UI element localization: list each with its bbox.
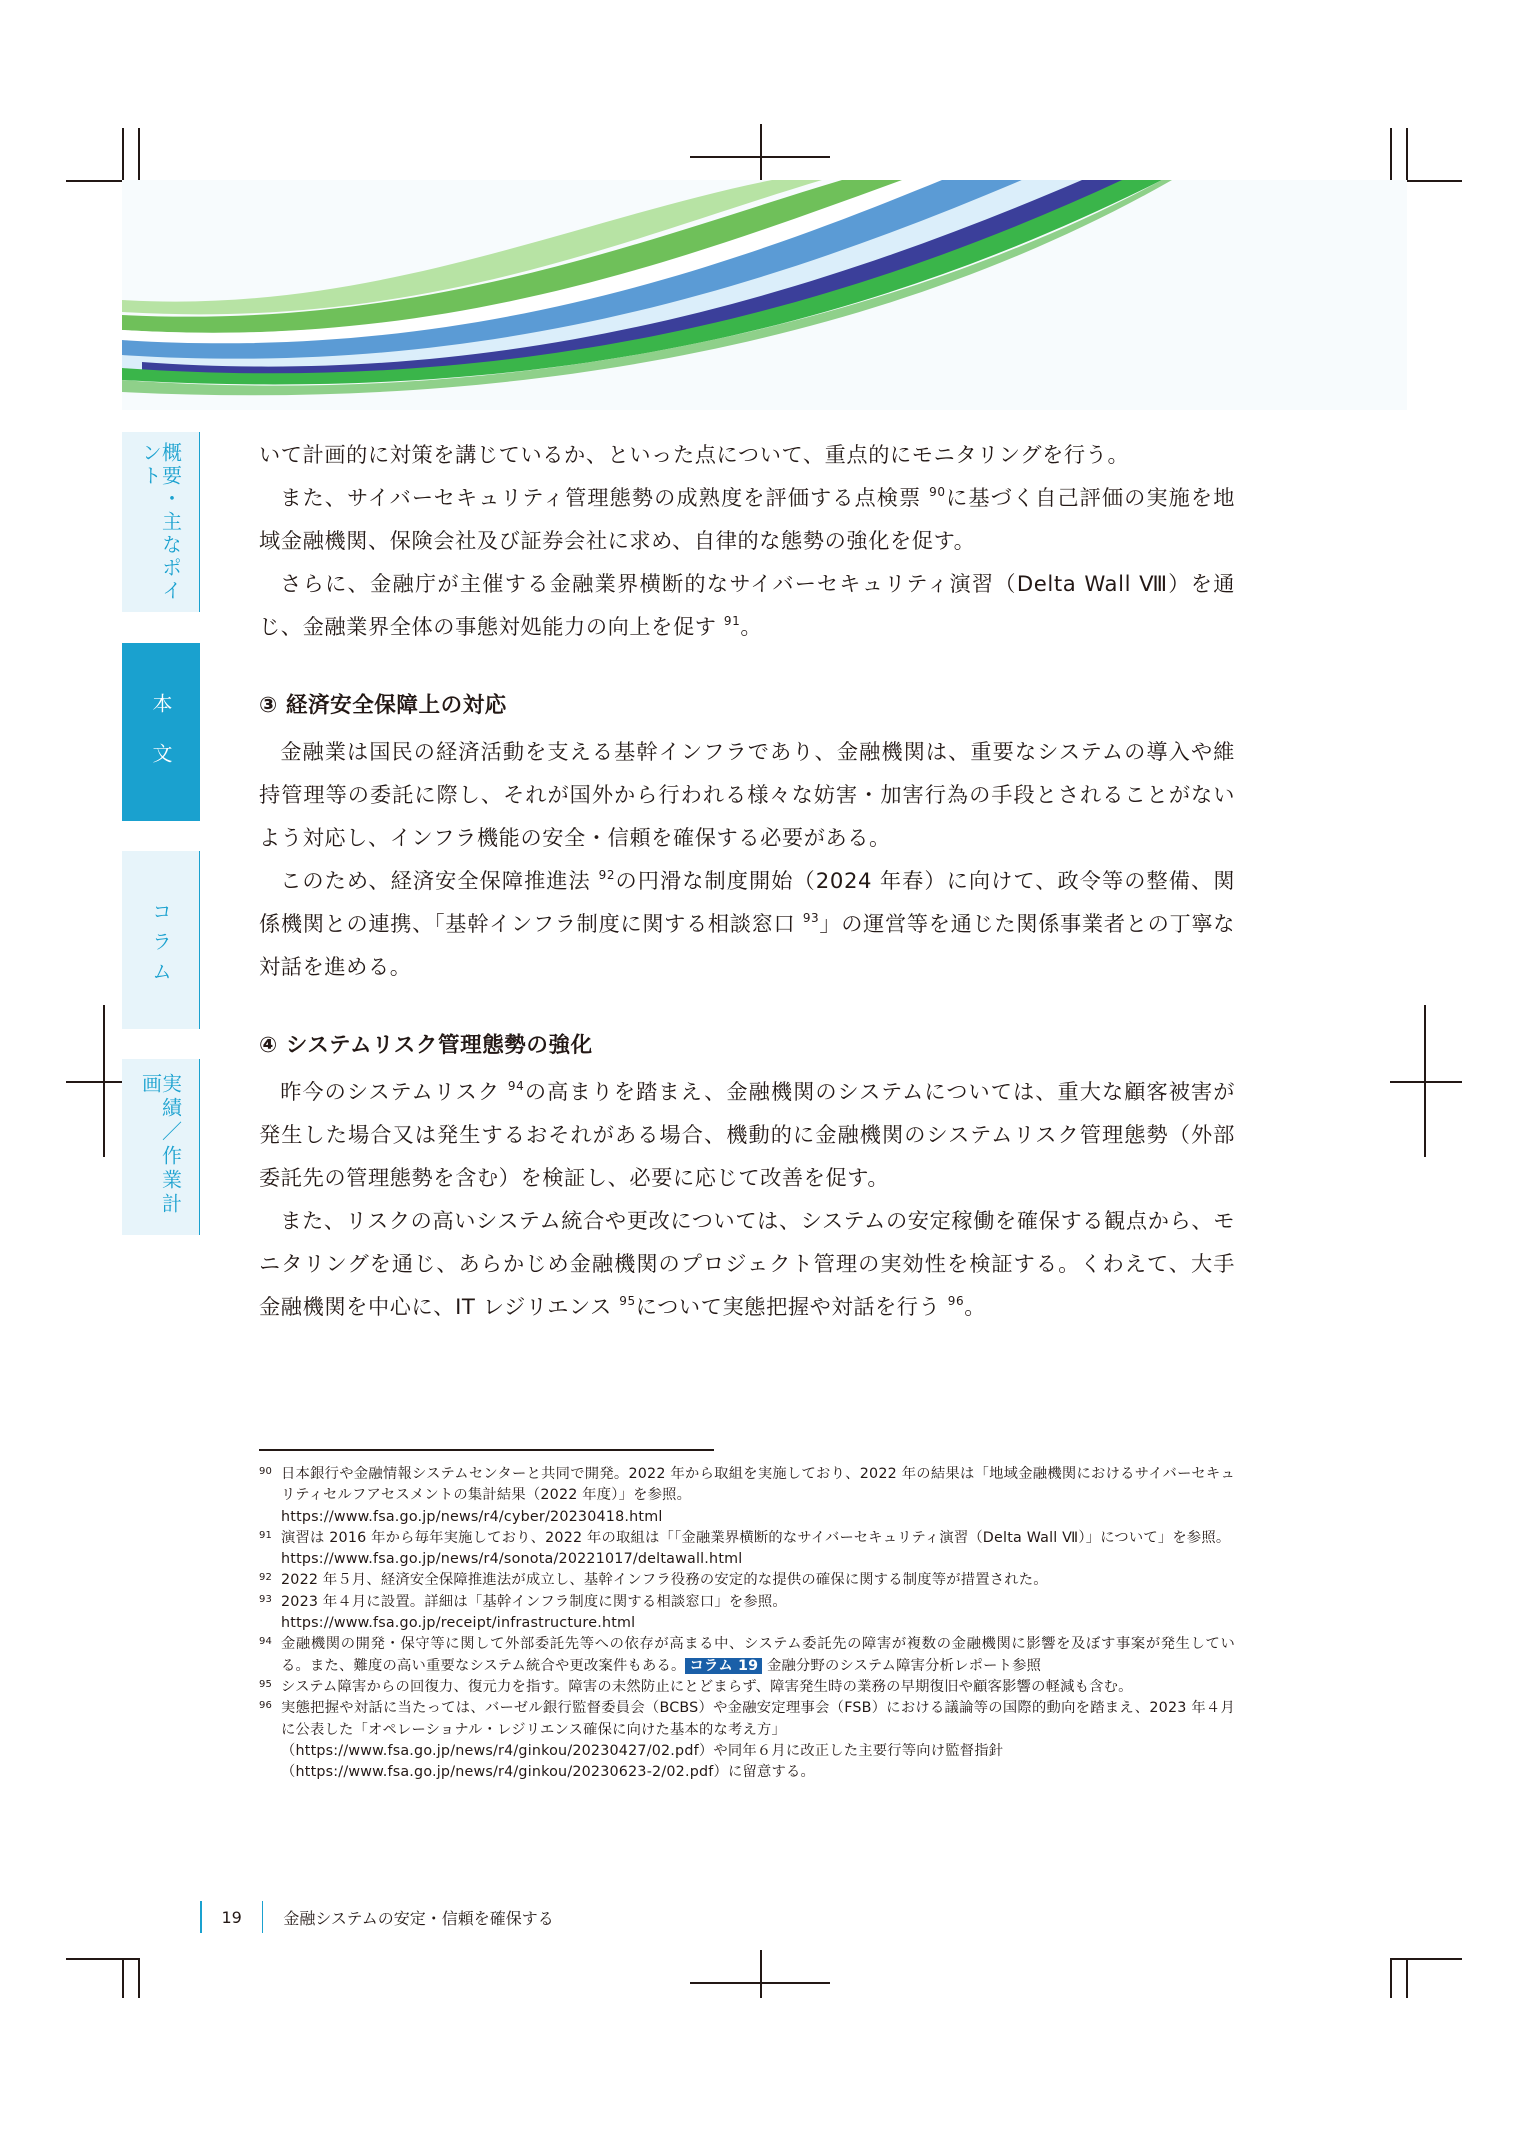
page-number: 19 [221,1907,242,1927]
footnote-number: 95 [259,1678,273,1690]
footnote-number: 93 [259,1593,273,1605]
paragraph: さらに、金融庁が主催する金融業界横断的なサイバーセキュリティ演習（Delta Wall Ⅷ）を通じ、金融業界全体の事態対処能力の向上を促す $^{91}$。 [259,571,1235,639]
column-badge[interactable]: コラム 19 [685,1658,762,1674]
footnote-90: 90 日本銀行や金融情報システムセンターと共同で開発。2022 年から取組を実施しており、2022 年の結果は「地域金融機関におけるサイバーセキュリティセルフアセスメントの集計結果（2022 年度）」を参照。 https://www.fsa.go.jp/news/r4/cyber/20230418.html [259,1464,1235,1528]
footnote-divider [259,1449,714,1451]
footnote-link[interactable]: （https://www.fsa.go.jp/news/r4/ginkou/20230623-2/02.pdf）に留意する。 [281,1764,815,1781]
paragraph: 金融業は国民の経済活動を支える基幹インフラであり、金融機関は、重要なシステムの導入や維持管理等の委託に際し、それが国外から行われる様々な妨害・加害行為の手段とされることがないよう対応し、インフラ機能の安全・信頼を確保する必要がある。 [259,739,1235,850]
side-tab-column-label: コラム [148,901,173,991]
footnote-link[interactable]: https://www.fsa.go.jp/news/r4/sonota/20221017/deltawall.html [281,1551,743,1568]
paragraph: このため、経済安全保障推進法 $^{92}$の円滑な制度開始（2024 年春）に向けて、政令等の整備、関係機関との連携、「基幹インフラ制度に関する相談窓口 $^{93}$」の運営等を通じた関係事業者との丁寧な対話を進める。 [259,868,1235,979]
paragraph: 昨今のシステムリスク $^{94}$の高まりを踏まえ、金融機関のシステムについては、重大な顧客被害が発生した場合又は発生するおそれがある場合、機動的に金融機関のシステムリスク管理態勢（外部委託先の管理態勢を含む）を検証し、必要に応じて改善を促す。 [259,1079,1235,1190]
footnote-number: 96 [259,1700,273,1712]
footnote-number: 94 [259,1636,273,1648]
footnote-91: 91 演習は 2016 年から毎年実施しており、2022 年の取組は「「金融業界横断的なサイバーセキュリティ演習（Delta Wall Ⅶ）」について」を参照。 https://www.fsa.go.jp/news/r4/sonota/20221017/deltawall.html [259,1528,1235,1571]
footnote-ref[interactable]: 92 [598,868,616,882]
paragraph: また、サイバーセキュリティ管理態勢の成熟度を評価する点検票 $^{90}$に基づく自己評価の実施を地域金融機関、保険会社及び証券会社に求め、自律的な態勢の強化を促す。 [259,485,1235,553]
section-heading: ③ 経済安全保障上の対応 [259,693,507,718]
main-text [259,433,1235,1328]
side-tab-results-plan-label: 実績／作業計画 [138,1073,183,1217]
paragraph: また、リスクの高いシステム統合や更改については、システムの安定稼働を確保する観点から、モニタリングを通じ、あらかじめ金融機関のプロジェクト管理の実効性を検証する。くわえて、大手金融機関を中心に、IT レジリエンス $^{95}$について実態把握や対話を行う $^{96}$。 [259,1208,1235,1319]
footnote-92: 92 2022 年５月、経済安全保障推進法が成立し、基幹インフラ役務の安定的な提供の確保に関する制度等が措置された。 [259,1570,1235,1591]
side-tab-main-text[interactable] [122,643,200,821]
footnote-number: 91 [259,1529,273,1541]
footnote-93: 93 2023 年４月に設置。詳細は「基幹インフラ制度に関する相談窓口」を参照。 https://www.fsa.go.jp/receipt/infrastructure.html [259,1592,1235,1635]
footnote-number: 92 [259,1572,273,1584]
side-tab-results-plan[interactable] [122,1059,200,1235]
footnote-94: 94 金融機関の開発・保守等に関して外部委託先等への依存が高まる中、システム委託先の障害が複数の金融機関に影響を及ぼす事案が発生している。また、難度の高い重要なシステム統合や更改案件もある。 コラム 19 金融分野のシステム障害分析レポート参照 [259,1634,1235,1677]
footnote-ref[interactable]: 91 [723,614,741,628]
footnote-ref[interactable]: 93 [802,911,820,925]
side-tab-overview[interactable] [122,432,200,612]
footnote-link[interactable]: https://www.fsa.go.jp/news/r4/cyber/20230418.html [281,1508,663,1525]
footnote-ref[interactable]: 96 [947,1294,965,1308]
side-tab-overview-label: 概要・主なポイント [138,442,183,603]
paragraph: いて計画的に対策を講じているか、といった点について、重点的にモニタリングを行う。 [259,442,1130,467]
footnote-link[interactable]: （https://www.fsa.go.jp/news/r4/ginkou/20230427/02.pdf）や同年６月に改正した主要行等向け監督指針 [281,1742,1004,1759]
side-tab-column[interactable] [122,851,200,1029]
header-wave-banner [122,180,1407,410]
footnote-ref[interactable]: 94 [507,1079,525,1093]
section-title: 金融システムの安定・信頼を確保する [283,1908,554,1928]
footnote-96: 96 実態把握や対話に当たっては、バーゼル銀行監督委員会（BCBS）や金融安定理事会（FSB）における議論等の国際的動向を踏まえ、2023 年４月に公表した「オペレーショナル・レジリエンス確保に向けた基本的な考え方」 （https://www.fsa.go.jp/news/r4/ginkou/20230427/02.pdf）や同年６月に改正した主要行等向け監督指針 （https://www.fsa.go.jp/news/r4/ginkou/20230623-2/02.pdf）に留意する。 [259,1698,1235,1783]
footnote-ref[interactable]: 95 [619,1294,636,1308]
side-tab-main-text-label: 本文 [149,693,173,793]
footnote-ref[interactable]: 90 [929,485,946,499]
footnote-95: 95 システム障害からの回復力、復元力を指す。障害の未然防止にとどまらず、障害発生時の業務の早期復旧や顧客影響の軽減も含む。 [259,1677,1235,1698]
footnote-link[interactable]: https://www.fsa.go.jp/receipt/infrastructure.html [281,1615,636,1632]
section-heading: ④ システムリスク管理態勢の強化 [259,1033,593,1058]
footnotes [259,1464,1235,1783]
page-footer [200,1900,554,1934]
footnote-number: 90 [259,1466,273,1477]
